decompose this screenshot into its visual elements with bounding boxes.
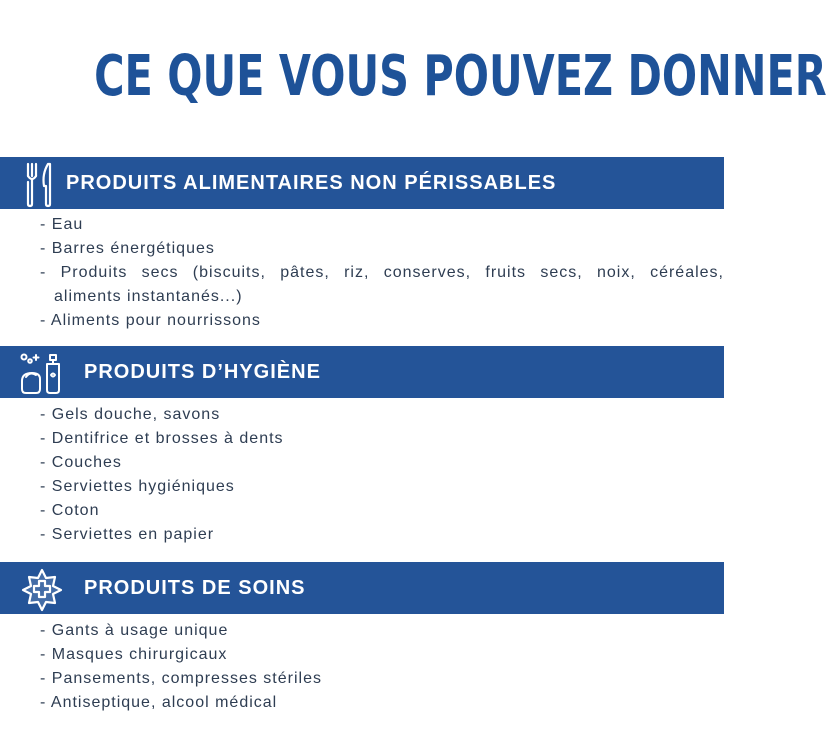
section-heading: PRODUITS ALIMENTAIRES NON PÉRISSABLES xyxy=(66,172,557,194)
list-item-text: - Produits secs (biscuits, pâtes, riz, conserves, fruits secs, noix, céréales, xyxy=(40,264,724,281)
section-heading: PRODUITS D’HYGIÈNE xyxy=(84,361,321,383)
list-item: - Serviettes en papier xyxy=(40,526,215,543)
list-item: - Couches xyxy=(40,454,122,471)
list-item xyxy=(40,261,724,285)
food-list xyxy=(40,213,724,333)
list-item: - Pansements, compresses stériles xyxy=(40,670,322,687)
list-item: - Barres énergétiques xyxy=(40,240,215,257)
list-item: - Dentifrice et brosses à dents xyxy=(40,430,284,447)
section-header-hygiene xyxy=(0,346,724,398)
list-item: - Coton xyxy=(40,502,100,519)
care-list xyxy=(40,619,322,715)
medical-cross-icon xyxy=(20,567,64,609)
section-heading: PRODUITS DE SOINS xyxy=(84,577,306,599)
section-header-care xyxy=(0,562,724,614)
hygiene-icon xyxy=(18,351,64,395)
page-title: CE QUE VOUS POUVEZ DONNER xyxy=(94,44,827,109)
list-item: - Masques chirurgicaux xyxy=(40,646,228,663)
list-item: - Gels douche, savons xyxy=(40,406,221,423)
hygiene-list xyxy=(40,403,284,547)
list-item: - Antiseptique, alcool médical xyxy=(40,694,278,711)
list-item-continued: aliments instantanés...) xyxy=(54,288,243,305)
list-item: - Eau xyxy=(40,216,84,233)
list-item: - Gants à usage unique xyxy=(40,622,229,639)
list-item: - Serviettes hygiéniques xyxy=(40,478,235,495)
section-header-food xyxy=(0,157,724,209)
list-item: - Aliments pour nourrissons xyxy=(40,312,261,329)
fork-knife-icon xyxy=(22,160,56,208)
